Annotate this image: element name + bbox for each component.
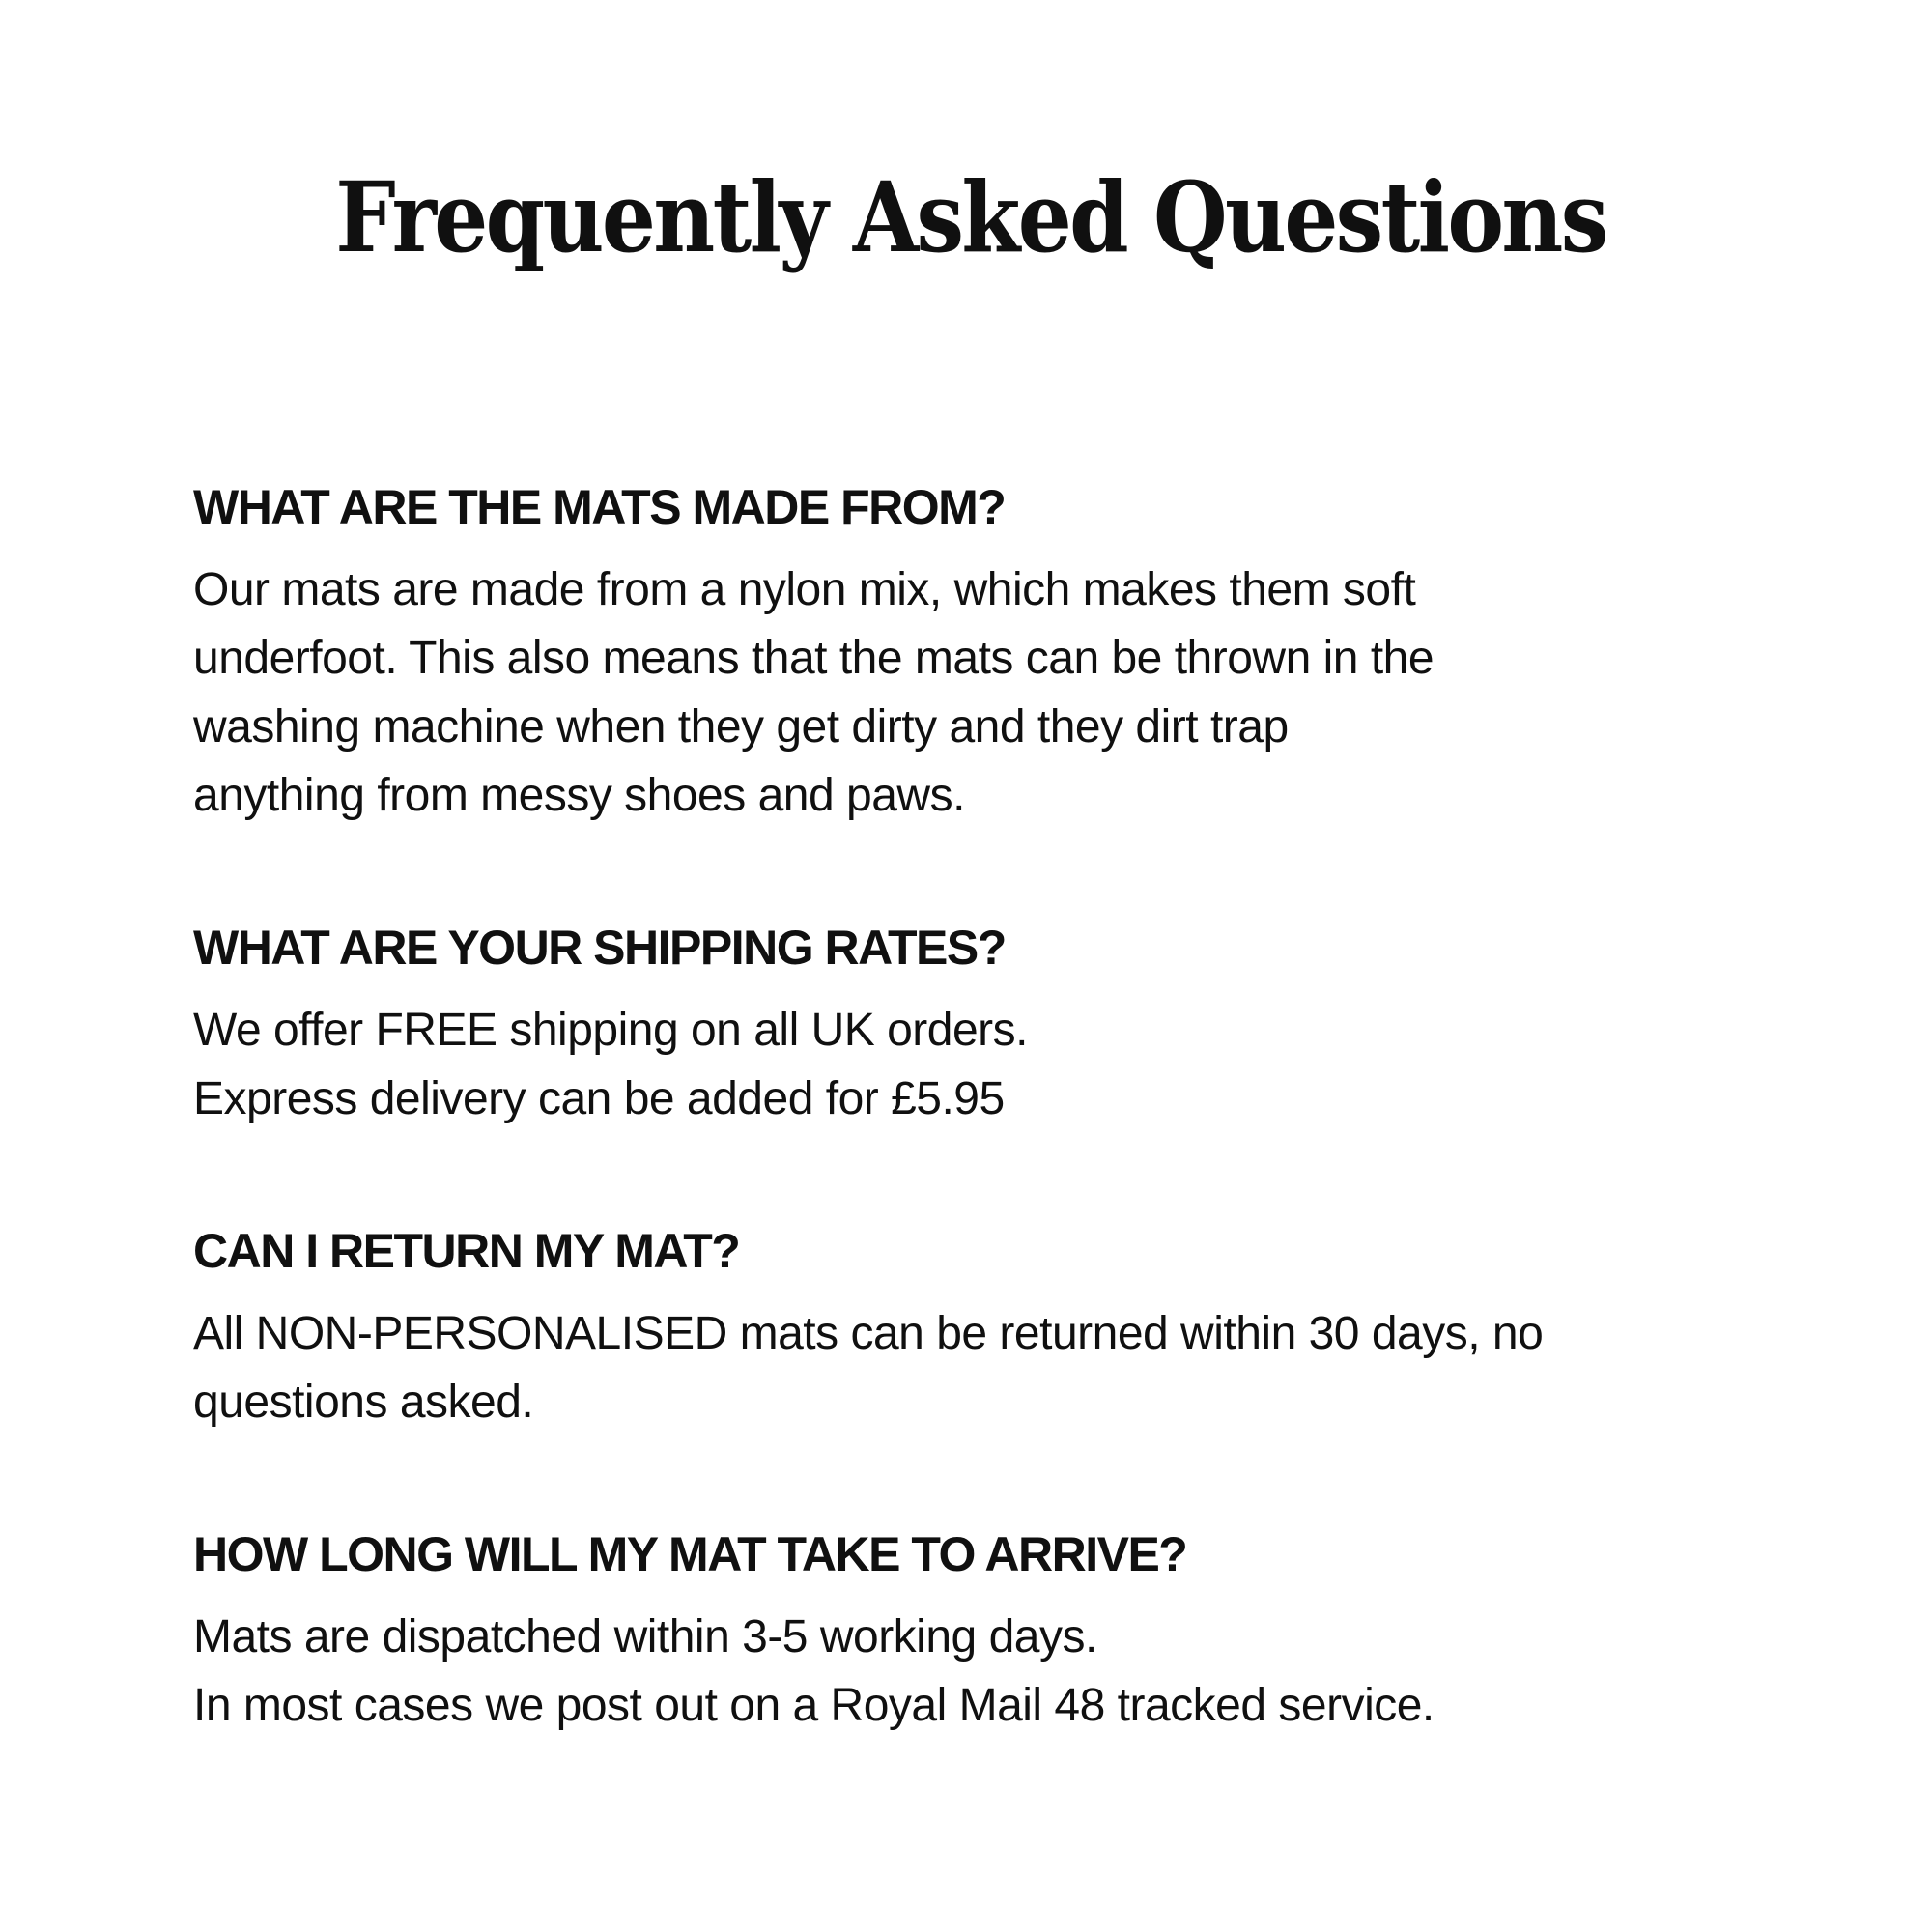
faq-answer-line: Our mats are made from a nylon mix, which makes them soft	[193, 564, 1416, 615]
faq-answer-line: anything from messy shoes and paws.	[193, 770, 965, 821]
faq-question: CAN I RETURN MY MAT?	[193, 1224, 740, 1278]
faq-answer-line: We offer FREE shipping on all UK orders.	[193, 1005, 1028, 1056]
faq-section-mats-made-from	[193, 478, 1748, 830]
faq-section-shipping-rates	[193, 919, 1748, 1133]
faq-section-delivery-time	[193, 1525, 1748, 1740]
faq-answer-line: In most cases we post out on a Royal Mail 48 tracked service.	[193, 1680, 1435, 1731]
faq-answer-line: All NON-PERSONALISED mats can be returned within 30 days, no	[193, 1308, 1544, 1359]
faq-question: WHAT ARE YOUR SHIPPING RATES?	[193, 921, 1006, 975]
faq-answer	[193, 1299, 1748, 1436]
faq-section-returns	[193, 1222, 1748, 1436]
faq-answer-line: Express delivery can be added for £5.95	[193, 1073, 1005, 1124]
faq-answer-line: underfoot. This also means that the mats can be thrown in the	[193, 633, 1435, 684]
faq-answer	[193, 996, 1748, 1133]
faq-answer	[193, 555, 1748, 830]
faq-question: WHAT ARE THE MATS MADE FROM?	[193, 480, 1006, 534]
faq-question: HOW LONG WILL MY MAT TAKE TO ARRIVE?	[193, 1527, 1187, 1581]
faq-answer-line: questions asked.	[193, 1377, 534, 1428]
faq-answer-line: Mats are dispatched within 3-5 working days.	[193, 1611, 1097, 1662]
page-title: Frequently Asked Questions	[335, 160, 1606, 274]
faq-answer	[193, 1603, 1748, 1740]
faq-answer-line: washing machine when they get dirty and they dirt trap	[193, 701, 1289, 753]
